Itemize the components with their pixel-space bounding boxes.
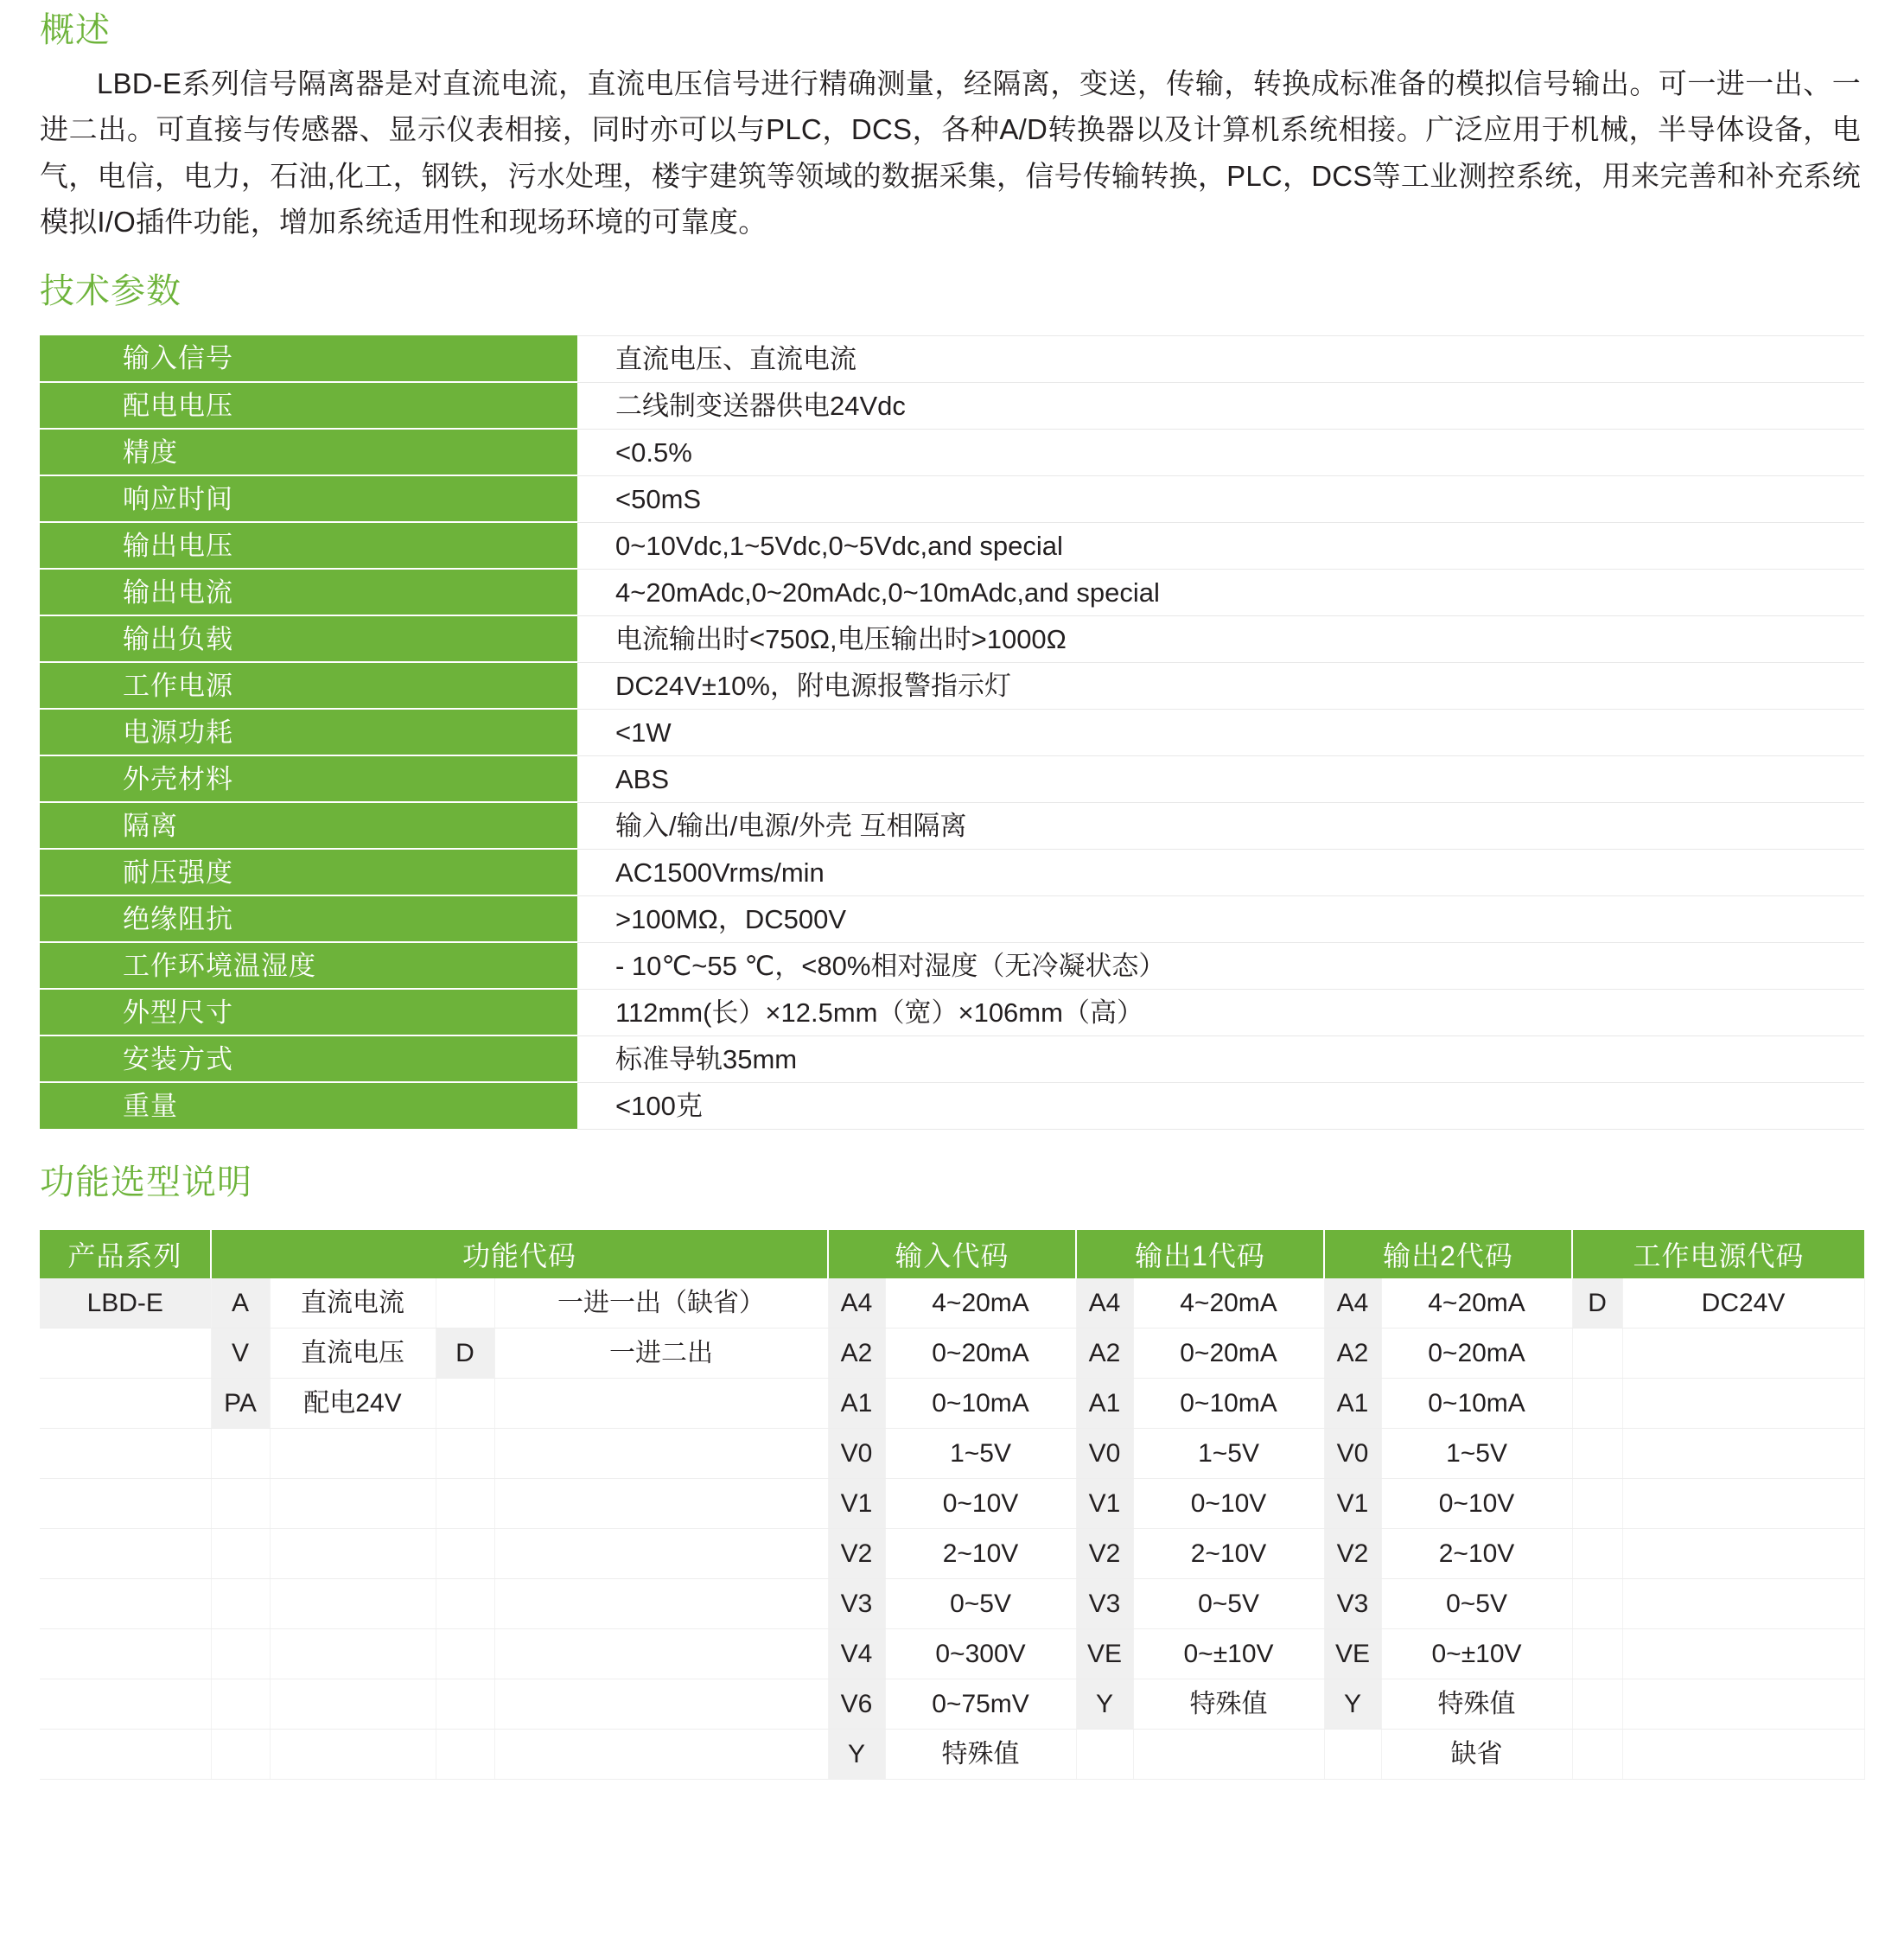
product-series-cell (40, 1679, 211, 1730)
function-name-cell (270, 1529, 436, 1579)
output2-code-cell: Y (1324, 1679, 1381, 1730)
tech-params-row (40, 335, 1864, 382)
input-code-cell: V3 (828, 1579, 885, 1629)
function-table-row (40, 1579, 1864, 1629)
output1-value-cell: 特殊值 (1133, 1679, 1324, 1730)
mode-name-cell (494, 1479, 828, 1529)
tech-param-value: - 10℃~55 ℃，<80%相对湿度（无冷凝状态） (577, 942, 1864, 989)
input-code-cell: A4 (828, 1278, 885, 1329)
output2-code-cell: V3 (1324, 1579, 1381, 1629)
function-selection-table (40, 1230, 1865, 1781)
function-code-cell (211, 1629, 270, 1679)
mode-name-cell (494, 1679, 828, 1730)
function-name-cell (270, 1579, 436, 1629)
tech-params-row (40, 942, 1864, 989)
power-code-cell (1572, 1529, 1622, 1579)
function-name-cell: 直流电压 (270, 1329, 436, 1379)
tech-params-body (40, 335, 1864, 1129)
tech-param-value: <50mS (577, 475, 1864, 522)
function-code-cell (211, 1579, 270, 1629)
function-code-cell (211, 1679, 270, 1730)
product-series-cell: LBD-E (40, 1278, 211, 1329)
tech-params-table (40, 335, 1864, 1130)
output2-value-cell: 0~10mA (1381, 1379, 1572, 1429)
output1-code-cell: A4 (1076, 1278, 1133, 1329)
function-name-cell (270, 1679, 436, 1730)
tech-params-row (40, 662, 1864, 709)
product-series-cell (40, 1730, 211, 1780)
col-header-product-series: 产品系列 (40, 1230, 211, 1278)
function-code-cell (211, 1479, 270, 1529)
section-heading-function-selection: 功能选型说明 (40, 1163, 252, 1201)
overview-paragraph: LBD-E系列信号隔离器是对直流电流，直流电压信号进行精确测量，经隔离，变送，传输，转换成标准备的模拟信号输出。可一进一出、一进二出。可直接与传感器、显示仪表相接，同时亦可以与PLC，DCS，各种A/D转换器以及计算机系统相接。广泛应用于机械，半导体设备，电气，电信，电力，石油,化工，钢铁，污水处理，楼宇建筑等领域的数据采集，信号传输转换，PLC，DCS等工业测控系统，用来完善和补充系统模拟I/O插件功能，增加系统适用性和现场环境的可靠度。 (40, 67, 1861, 239)
power-code-cell: D (1572, 1278, 1622, 1329)
tech-param-value: AC1500Vrms/min (577, 849, 1864, 895)
power-code-cell (1572, 1379, 1622, 1429)
tech-param-value: <0.5% (577, 429, 1864, 475)
input-value-cell: 0~10V (885, 1479, 1076, 1529)
product-series-cell (40, 1579, 211, 1629)
tech-param-value: 112mm(长）×12.5mm（宽）×106mm（高） (577, 989, 1864, 1035)
function-code-cell: A (211, 1278, 270, 1329)
tech-params-row (40, 429, 1864, 475)
output1-code-cell (1076, 1730, 1133, 1780)
function-table-row (40, 1278, 1864, 1329)
input-value-cell: 2~10V (885, 1529, 1076, 1579)
function-name-cell (270, 1479, 436, 1529)
input-value-cell: 4~20mA (885, 1278, 1076, 1329)
tech-param-value: 4~20mAdc,0~20mAdc,0~10mAdc,and special (577, 569, 1864, 615)
input-code-cell: V4 (828, 1629, 885, 1679)
function-table-row (40, 1730, 1864, 1780)
function-table-row (40, 1529, 1864, 1579)
output2-value-cell: 特殊值 (1381, 1679, 1572, 1730)
output1-value-cell: 0~20mA (1133, 1329, 1324, 1379)
mode-code-cell (436, 1479, 494, 1529)
tech-param-value: 输入/输出/电源/外壳 互相隔离 (577, 802, 1864, 849)
function-table-head (40, 1230, 1864, 1278)
output1-code-cell: A1 (1076, 1379, 1133, 1429)
col-header-power-code: 工作电源代码 (1572, 1230, 1864, 1278)
function-name-cell: 直流电流 (270, 1278, 436, 1329)
output1-value-cell: 0~5V (1133, 1579, 1324, 1629)
output1-code-cell: V0 (1076, 1429, 1133, 1479)
input-value-cell: 0~20mA (885, 1329, 1076, 1379)
tech-params-row (40, 615, 1864, 662)
tech-param-value: >100MΩ，DC500V (577, 895, 1864, 942)
output1-value-cell: 0~10mA (1133, 1379, 1324, 1429)
col-header-input-code: 输入代码 (828, 1230, 1076, 1278)
tech-param-label: 配电电压 (40, 382, 577, 429)
tech-param-value: ABS (577, 755, 1864, 802)
mode-code-cell (436, 1629, 494, 1679)
output1-value-cell: 0~±10V (1133, 1629, 1324, 1679)
tech-param-label: 重量 (40, 1082, 577, 1129)
function-table-row (40, 1629, 1864, 1679)
function-table-row (40, 1329, 1864, 1379)
function-table-row (40, 1679, 1864, 1730)
function-table-header-row (40, 1230, 1864, 1278)
input-value-cell: 1~5V (885, 1429, 1076, 1479)
output2-code-cell: VE (1324, 1629, 1381, 1679)
mode-name-cell (494, 1629, 828, 1679)
output1-code-cell: V3 (1076, 1579, 1133, 1629)
tech-param-value: DC24V±10%，附电源报警指示灯 (577, 662, 1864, 709)
power-value-cell (1622, 1629, 1864, 1679)
tech-param-label: 输出电流 (40, 569, 577, 615)
input-code-cell: A2 (828, 1329, 885, 1379)
power-value-cell (1622, 1679, 1864, 1730)
tech-param-label: 输入信号 (40, 335, 577, 382)
function-name-cell (270, 1730, 436, 1780)
output1-code-cell: VE (1076, 1629, 1133, 1679)
mode-code-cell (436, 1579, 494, 1629)
tech-param-value: 标准导轨35mm (577, 1035, 1864, 1082)
tech-param-label: 输出电压 (40, 522, 577, 569)
mode-code-cell (436, 1379, 494, 1429)
output1-code-cell: A2 (1076, 1329, 1133, 1379)
mode-name-cell (494, 1429, 828, 1479)
function-name-cell (270, 1429, 436, 1479)
power-code-cell (1572, 1629, 1622, 1679)
tech-param-value: <1W (577, 709, 1864, 755)
tech-params-row (40, 382, 1864, 429)
tech-params-row (40, 522, 1864, 569)
function-code-cell (211, 1529, 270, 1579)
power-value-cell (1622, 1429, 1864, 1479)
input-value-cell: 0~300V (885, 1629, 1076, 1679)
output2-value-cell: 0~20mA (1381, 1329, 1572, 1379)
function-table-row (40, 1479, 1864, 1529)
mode-code-cell (436, 1429, 494, 1479)
output2-code-cell (1324, 1730, 1381, 1780)
output2-value-cell: 0~10V (1381, 1479, 1572, 1529)
mode-code-cell (436, 1730, 494, 1780)
mode-code-cell (436, 1679, 494, 1730)
output1-code-cell: Y (1076, 1679, 1133, 1730)
power-value-cell (1622, 1379, 1864, 1429)
power-code-cell (1572, 1730, 1622, 1780)
tech-param-label: 精度 (40, 429, 577, 475)
output2-code-cell: V0 (1324, 1429, 1381, 1479)
col-header-output1-code: 输出1代码 (1076, 1230, 1324, 1278)
power-value-cell (1622, 1479, 1864, 1529)
power-value-cell: DC24V (1622, 1278, 1864, 1329)
tech-param-label: 电源功耗 (40, 709, 577, 755)
output2-value-cell: 缺省 (1381, 1730, 1572, 1780)
output1-code-cell: V2 (1076, 1529, 1133, 1579)
tech-param-label: 工作环境温湿度 (40, 942, 577, 989)
function-code-cell (211, 1730, 270, 1780)
product-series-cell (40, 1429, 211, 1479)
section-heading-overview: 概述 (40, 11, 111, 49)
function-table-row (40, 1429, 1864, 1479)
tech-params-row (40, 709, 1864, 755)
function-table-row (40, 1379, 1864, 1429)
power-value-cell (1622, 1329, 1864, 1379)
output1-value-cell: 1~5V (1133, 1429, 1324, 1479)
tech-params-row (40, 569, 1864, 615)
output1-value-cell (1133, 1730, 1324, 1780)
output2-code-cell: A1 (1324, 1379, 1381, 1429)
output2-code-cell: A4 (1324, 1278, 1381, 1329)
power-value-cell (1622, 1730, 1864, 1780)
power-value-cell (1622, 1579, 1864, 1629)
output1-value-cell: 0~10V (1133, 1479, 1324, 1529)
tech-param-label: 外型尺寸 (40, 989, 577, 1035)
mode-name-cell: 一进一出（缺省） (494, 1278, 828, 1329)
product-series-cell (40, 1529, 211, 1579)
mode-code-cell: D (436, 1329, 494, 1379)
power-code-cell (1572, 1429, 1622, 1479)
section-heading-tech-params: 技术参数 (40, 271, 181, 310)
product-series-cell (40, 1479, 211, 1529)
output2-value-cell: 4~20mA (1381, 1278, 1572, 1329)
mode-name-cell (494, 1730, 828, 1780)
output1-value-cell: 4~20mA (1133, 1278, 1324, 1329)
input-value-cell: 0~75mV (885, 1679, 1076, 1730)
tech-params-row (40, 849, 1864, 895)
input-value-cell: 0~10mA (885, 1379, 1076, 1429)
tech-params-row (40, 755, 1864, 802)
tech-param-value: 二线制变送器供电24Vdc (577, 382, 1864, 429)
input-value-cell: 0~5V (885, 1579, 1076, 1629)
mode-name-cell (494, 1579, 828, 1629)
output2-value-cell: 2~10V (1381, 1529, 1572, 1579)
input-code-cell: V0 (828, 1429, 885, 1479)
output2-code-cell: V2 (1324, 1529, 1381, 1579)
product-series-cell (40, 1629, 211, 1679)
tech-param-value: <100克 (577, 1082, 1864, 1129)
tech-params-row (40, 475, 1864, 522)
input-code-cell: V1 (828, 1479, 885, 1529)
input-code-cell: Y (828, 1730, 885, 1780)
mode-name-cell: 一进二出 (494, 1329, 828, 1379)
mode-code-cell (436, 1529, 494, 1579)
power-code-cell (1572, 1479, 1622, 1529)
tech-params-row (40, 989, 1864, 1035)
tech-param-label: 绝缘阻抗 (40, 895, 577, 942)
tech-param-value: 0~10Vdc,1~5Vdc,0~5Vdc,and special (577, 522, 1864, 569)
mode-name-cell (494, 1379, 828, 1429)
tech-param-label: 外壳材料 (40, 755, 577, 802)
power-code-cell (1572, 1329, 1622, 1379)
tech-param-label: 耐压强度 (40, 849, 577, 895)
tech-param-label: 工作电源 (40, 662, 577, 709)
function-name-cell (270, 1629, 436, 1679)
output2-value-cell: 1~5V (1381, 1429, 1572, 1479)
output1-value-cell: 2~10V (1133, 1529, 1324, 1579)
power-code-cell (1572, 1679, 1622, 1730)
output2-code-cell: A2 (1324, 1329, 1381, 1379)
tech-params-row (40, 895, 1864, 942)
power-value-cell (1622, 1529, 1864, 1579)
product-series-cell (40, 1329, 211, 1379)
function-code-cell: PA (211, 1379, 270, 1429)
output1-code-cell: V1 (1076, 1479, 1133, 1529)
function-code-cell: V (211, 1329, 270, 1379)
tech-params-row (40, 802, 1864, 849)
mode-code-cell (436, 1278, 494, 1329)
tech-param-label: 隔离 (40, 802, 577, 849)
mode-name-cell (494, 1529, 828, 1579)
output2-value-cell: 0~±10V (1381, 1629, 1572, 1679)
tech-param-value: 电流输出时<750Ω,电压输出时>1000Ω (577, 615, 1864, 662)
input-code-cell: V6 (828, 1679, 885, 1730)
tech-param-value: 直流电压、直流电流 (577, 335, 1864, 382)
tech-params-row (40, 1035, 1864, 1082)
function-code-cell (211, 1429, 270, 1479)
output2-value-cell: 0~5V (1381, 1579, 1572, 1629)
output2-code-cell: V1 (1324, 1479, 1381, 1529)
tech-param-label: 安装方式 (40, 1035, 577, 1082)
col-header-function-code: 功能代码 (211, 1230, 828, 1278)
function-table-body (40, 1278, 1864, 1780)
input-value-cell: 特殊值 (885, 1730, 1076, 1780)
tech-param-label: 响应时间 (40, 475, 577, 522)
product-series-cell (40, 1379, 211, 1429)
power-code-cell (1572, 1579, 1622, 1629)
tech-params-row (40, 1082, 1864, 1129)
col-header-output2-code: 输出2代码 (1324, 1230, 1572, 1278)
tech-param-label: 输出负载 (40, 615, 577, 662)
function-name-cell: 配电24V (270, 1379, 436, 1429)
input-code-cell: A1 (828, 1379, 885, 1429)
input-code-cell: V2 (828, 1529, 885, 1579)
